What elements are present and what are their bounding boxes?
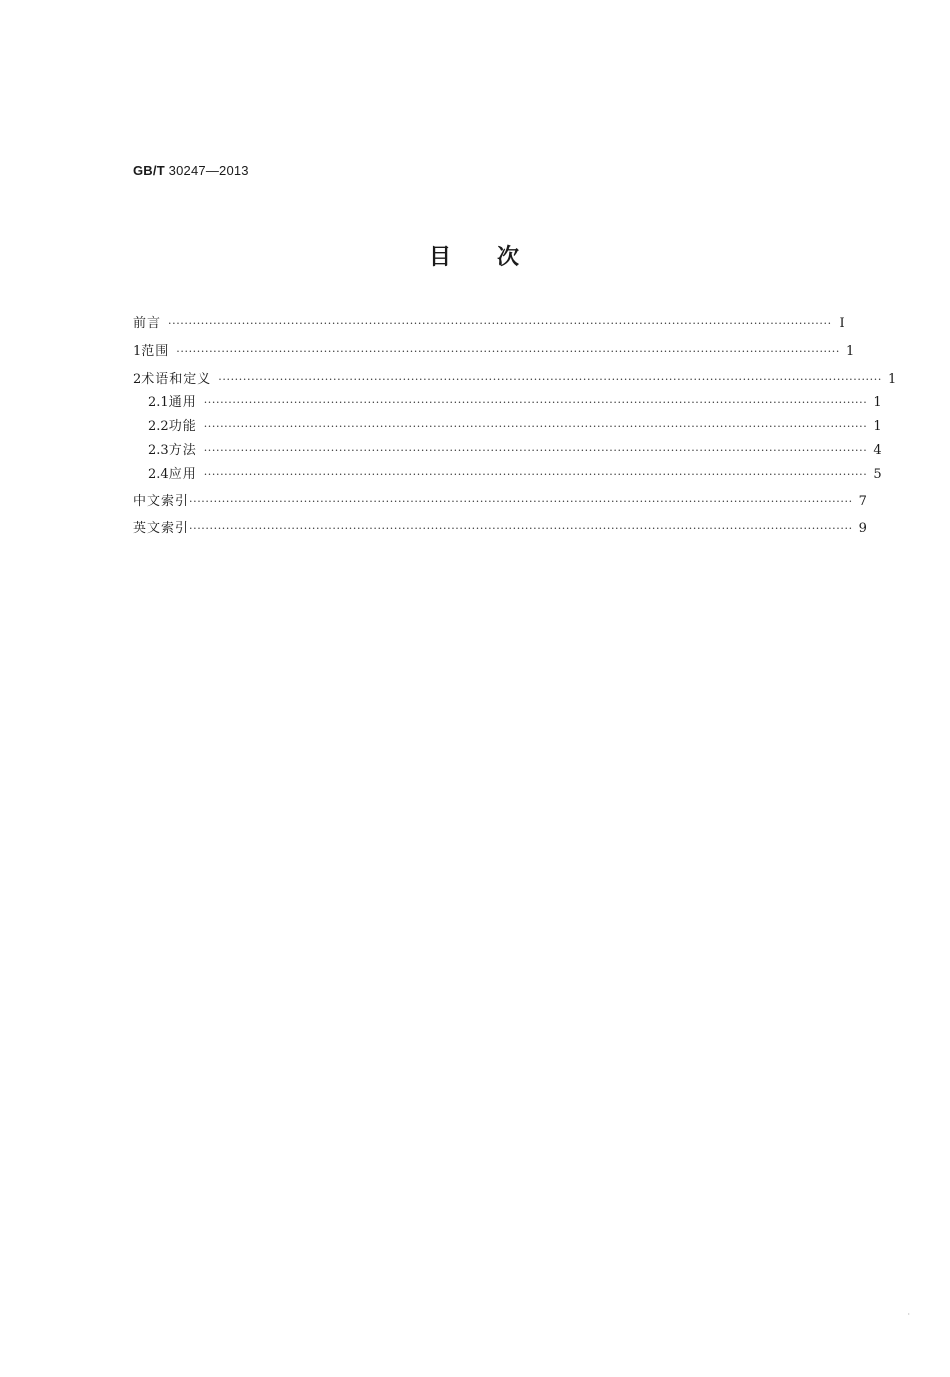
toc-entry-page: 9 bbox=[858, 521, 867, 536]
toc-entry-terms[interactable] bbox=[133, 371, 897, 389]
toc-entry-page: 1 bbox=[887, 372, 897, 387]
toc-leader-dots: ·································································································································································· bbox=[218, 373, 882, 386]
toc-entry-label: 方法 bbox=[168, 443, 197, 458]
page-title: 目次 bbox=[428, 245, 565, 270]
toc-entry-label: 术语和定义 bbox=[141, 372, 212, 387]
toc-leader-dots: ·································································································································································· bbox=[176, 345, 840, 358]
toc-entry-page: 7 bbox=[858, 494, 867, 509]
toc-entry-applications[interactable] bbox=[148, 466, 882, 484]
toc-entry-page: 1 bbox=[873, 419, 882, 434]
toc-entry-label: 中文索引 bbox=[133, 494, 190, 509]
toc-leader-dots: ·································································································································································· bbox=[189, 522, 853, 535]
toc-entry-page: 1 bbox=[873, 395, 882, 410]
toc-entry-number: 1 bbox=[133, 344, 142, 359]
toc-entry-chinese-index[interactable] bbox=[133, 493, 867, 511]
toc-entry-general[interactable] bbox=[148, 394, 882, 412]
toc-entry-english-index[interactable] bbox=[133, 520, 867, 538]
toc-entry-number: 2.4 bbox=[148, 467, 169, 482]
toc-leader-dots: ·································································································································································· bbox=[203, 444, 868, 457]
toc-entry-label: 通用 bbox=[168, 395, 197, 410]
toc-leader-dots: ·································································································································································· bbox=[189, 495, 853, 508]
toc-leader-dots: ·································································································································································· bbox=[203, 468, 868, 481]
toc-entry-page: Ⅰ bbox=[839, 316, 845, 331]
toc-entry-number: 2.2 bbox=[148, 419, 169, 434]
toc-entry-page: 1 bbox=[845, 344, 855, 359]
toc-entry-number: 2.3 bbox=[148, 443, 169, 458]
toc-entry-preface[interactable] bbox=[133, 315, 845, 333]
toc-entry-label: 应用 bbox=[168, 467, 197, 482]
toc-entry-number: 2 bbox=[133, 372, 142, 387]
standard-number: 30247—2013 bbox=[168, 163, 249, 178]
toc-entry-label: 英文索引 bbox=[133, 521, 190, 536]
toc-leader-dots: ·································································································································································· bbox=[168, 317, 832, 330]
toc-entry-methods[interactable] bbox=[148, 442, 882, 460]
toc-entry-page: 4 bbox=[873, 443, 882, 458]
toc-entry-scope[interactable] bbox=[133, 343, 855, 361]
toc-entry-label: 范围 bbox=[141, 344, 170, 359]
scan-mark: · bbox=[907, 1310, 910, 1319]
toc-leader-dots: ·································································································································································· bbox=[203, 396, 868, 409]
standard-prefix: GB/T bbox=[133, 163, 165, 178]
standard-code bbox=[133, 163, 249, 178]
toc-entry-label: 功能 bbox=[168, 419, 197, 434]
toc-entry-page: 5 bbox=[873, 467, 882, 482]
toc-entry-label: 前言 bbox=[133, 316, 162, 331]
toc-leader-dots: ·································································································································································· bbox=[203, 420, 868, 433]
toc-entry-number: 2.1 bbox=[148, 395, 169, 410]
toc-entry-functions[interactable] bbox=[148, 418, 882, 436]
